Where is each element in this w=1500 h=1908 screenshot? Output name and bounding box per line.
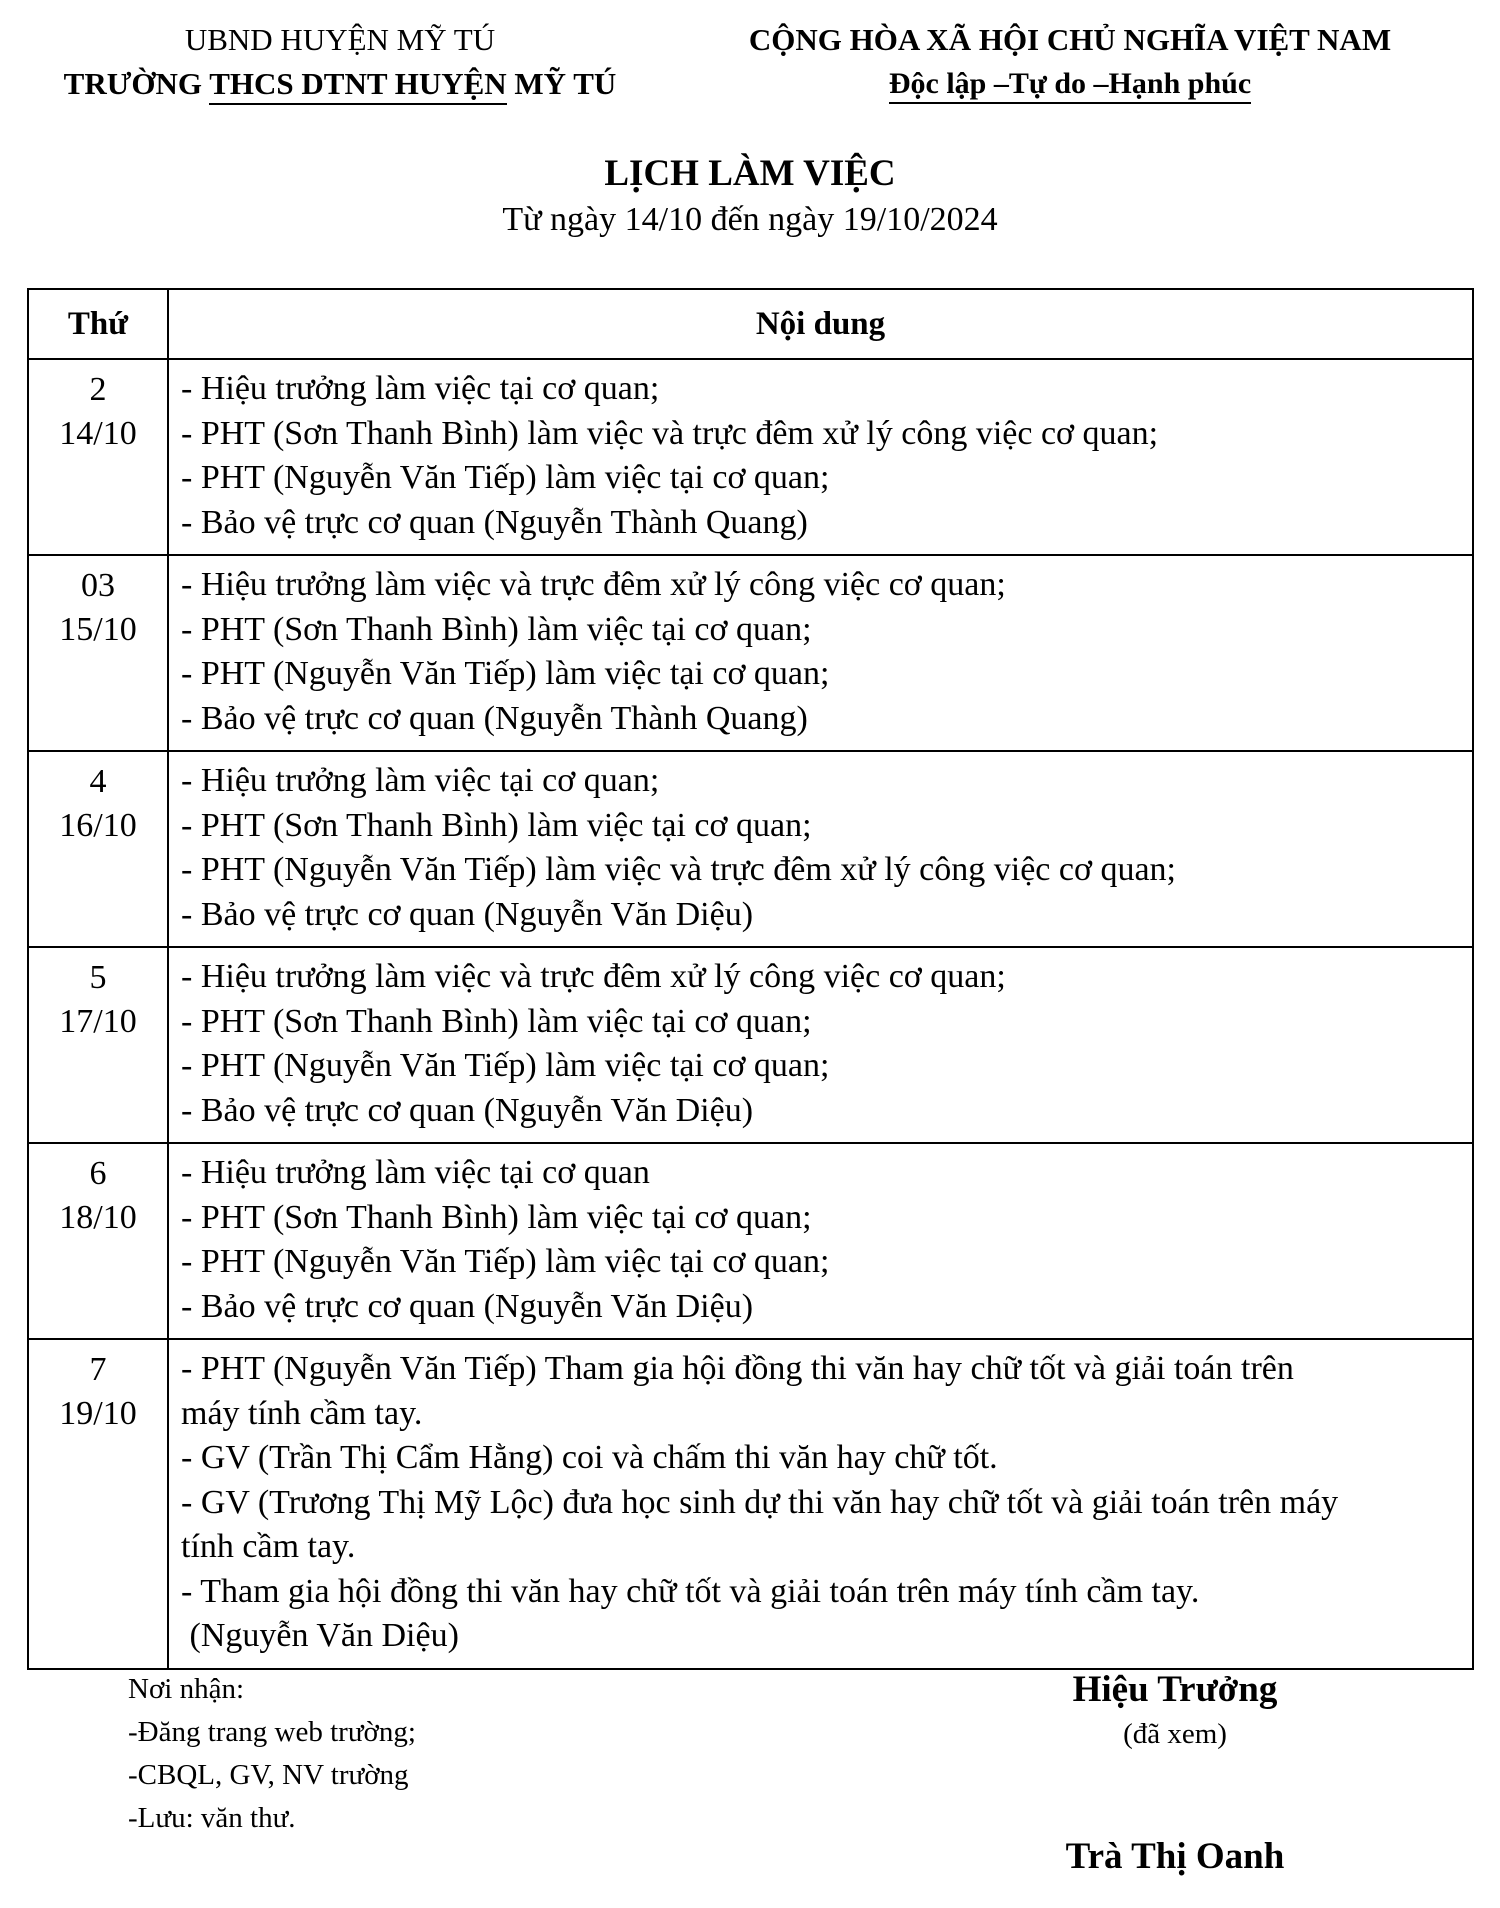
day-cell	[28, 555, 168, 751]
task-line: - PHT (Nguyễn Văn Tiếp) Tham gia hội đồng thi văn hay chữ tốt và giải toán trên	[181, 1350, 1294, 1387]
content-cell	[168, 359, 1473, 555]
column-header-day: Thứ	[28, 289, 168, 359]
national-motto-text: Độc lập –Tự do –Hạnh phúc	[889, 67, 1251, 104]
school-name-prefix: TRƯỜNG	[63, 66, 210, 101]
task-line: - PHT (Sơn Thanh Bình) làm việc tại cơ quan;	[181, 1002, 812, 1040]
recipients-heading: Nơi nhận:	[128, 1673, 245, 1705]
recipient-item: -CBQL, GV, NV trường	[128, 1759, 409, 1791]
task-line: máy tính cầm tay.	[181, 1394, 423, 1432]
day-cell	[28, 751, 168, 947]
signer-title: Hiệu Trưởng	[1072, 1669, 1278, 1710]
table-row	[28, 1339, 1473, 1669]
schedule-body	[28, 359, 1473, 1669]
column-header-content: Nội dung	[168, 289, 1473, 359]
header-left	[30, 18, 650, 106]
task-line: - PHT (Nguyễn Văn Tiếp) làm việc và trực đêm xử lý công việc cơ quan;	[181, 851, 1176, 888]
task-line: - GV (Trần Thị Cẩm Hằng) coi và chấm thi văn hay chữ tốt.	[181, 1439, 998, 1476]
task-line: - PHT (Sơn Thanh Bình) làm việc tại cơ quan;	[181, 806, 812, 844]
task-line: - Hiệu trưởng làm việc tại cơ quan;	[181, 370, 660, 407]
day-date: 17/10	[59, 1003, 137, 1040]
recipient-item: -Đăng trang web trường;	[128, 1716, 416, 1748]
table-row	[28, 555, 1473, 751]
table-row	[28, 1143, 1473, 1339]
task-line: - Bảo vệ trực cơ quan (Nguyễn Thành Quang)	[181, 503, 808, 541]
day-cell	[28, 947, 168, 1143]
task-line: - Hiệu trưởng làm việc tại cơ quan	[181, 1154, 650, 1191]
signature-block	[1010, 1665, 1340, 1753]
header-right	[690, 18, 1450, 106]
national-motto	[690, 62, 1450, 106]
signer-note: (đã xem)	[1123, 1718, 1227, 1750]
day-cell	[28, 1339, 168, 1669]
weekday-number: 6	[89, 1155, 107, 1192]
weekday-number: 5	[89, 959, 107, 996]
content-cell	[168, 751, 1473, 947]
day-date: 16/10	[59, 807, 137, 844]
task-line: - Hiệu trưởng làm việc và trực đêm xử lý công việc cơ quan;	[181, 958, 1006, 995]
table-header-row	[28, 289, 1473, 359]
day-date: 18/10	[59, 1199, 137, 1236]
task-line: - PHT (Nguyễn Văn Tiếp) làm việc tại cơ quan;	[181, 1047, 830, 1084]
content-cell	[168, 1143, 1473, 1339]
task-line: - PHT (Nguyễn Văn Tiếp) làm việc tại cơ quan;	[181, 459, 830, 496]
task-line: - Bảo vệ trực cơ quan (Nguyễn Thành Quang)	[181, 699, 808, 737]
table-row	[28, 359, 1473, 555]
task-line: - PHT (Sơn Thanh Bình) làm việc và trực đêm xử lý công việc cơ quan;	[181, 414, 1159, 452]
page-subtitle: Từ ngày 14/10 đến ngày 19/10/2024	[502, 201, 998, 238]
task-line: - PHT (Nguyễn Văn Tiếp) làm việc tại cơ quan;	[181, 1243, 830, 1280]
task-line: - Bảo vệ trực cơ quan (Nguyễn Văn Diệu)	[181, 895, 754, 933]
recipients	[128, 1668, 416, 1840]
task-line: - Bảo vệ trực cơ quan (Nguyễn Văn Diệu)	[181, 1091, 754, 1129]
table-row	[28, 947, 1473, 1143]
school-name-suffix: MỸ TÚ	[506, 66, 617, 101]
task-line: - Tham gia hội đồng thi văn hay chữ tốt và giải toán trên máy tính cầm tay.	[181, 1572, 1200, 1610]
day-date: 19/10	[59, 1395, 137, 1432]
day-date: 14/10	[59, 415, 137, 452]
task-line: - PHT (Nguyễn Văn Tiếp) làm việc tại cơ quan;	[181, 655, 830, 692]
recipient-item: -Lưu: văn thư.	[128, 1802, 296, 1834]
weekday-number: 03	[81, 567, 115, 604]
weekday-number: 4	[89, 763, 107, 800]
national-title: CỘNG HÒA XÃ HỘI CHỦ NGHĨA VIỆT NAM	[748, 22, 1392, 57]
task-line: - Hiệu trưởng làm việc và trực đêm xử lý công việc cơ quan;	[181, 566, 1006, 603]
content-cell	[168, 555, 1473, 751]
task-line: - PHT (Sơn Thanh Bình) làm việc tại cơ quan;	[181, 1198, 812, 1236]
page-title: LỊCH LÀM VIỆC	[604, 153, 896, 194]
table-row	[28, 751, 1473, 947]
district-name: UBND HUYỆN MỸ TÚ	[184, 22, 496, 57]
task-line: - Bảo vệ trực cơ quan (Nguyễn Văn Diệu)	[181, 1287, 754, 1325]
task-line: - GV (Trương Thị Mỹ Lộc) đưa học sinh dự thi văn hay chữ tốt và giải toán trên máy	[181, 1483, 1339, 1521]
weekday-number: 2	[89, 371, 107, 408]
day-cell	[28, 1143, 168, 1339]
task-line: - Hiệu trưởng làm việc tại cơ quan;	[181, 762, 660, 799]
weekday-number: 7	[89, 1351, 107, 1388]
school-name	[30, 62, 650, 106]
school-name-underlined: THCS DTNT HUYỆN	[209, 66, 506, 105]
task-line: tính cầm tay.	[181, 1528, 356, 1565]
content-cell	[168, 1339, 1473, 1669]
signer-name: Trà Thị Oanh	[1065, 1836, 1285, 1877]
content-cell	[168, 947, 1473, 1143]
day-cell	[28, 359, 168, 555]
task-line: (Nguyễn Văn Diệu)	[181, 1617, 459, 1654]
schedule-table	[27, 288, 1474, 1670]
day-date: 15/10	[59, 611, 137, 648]
task-line: - PHT (Sơn Thanh Bình) làm việc tại cơ quan;	[181, 610, 812, 648]
